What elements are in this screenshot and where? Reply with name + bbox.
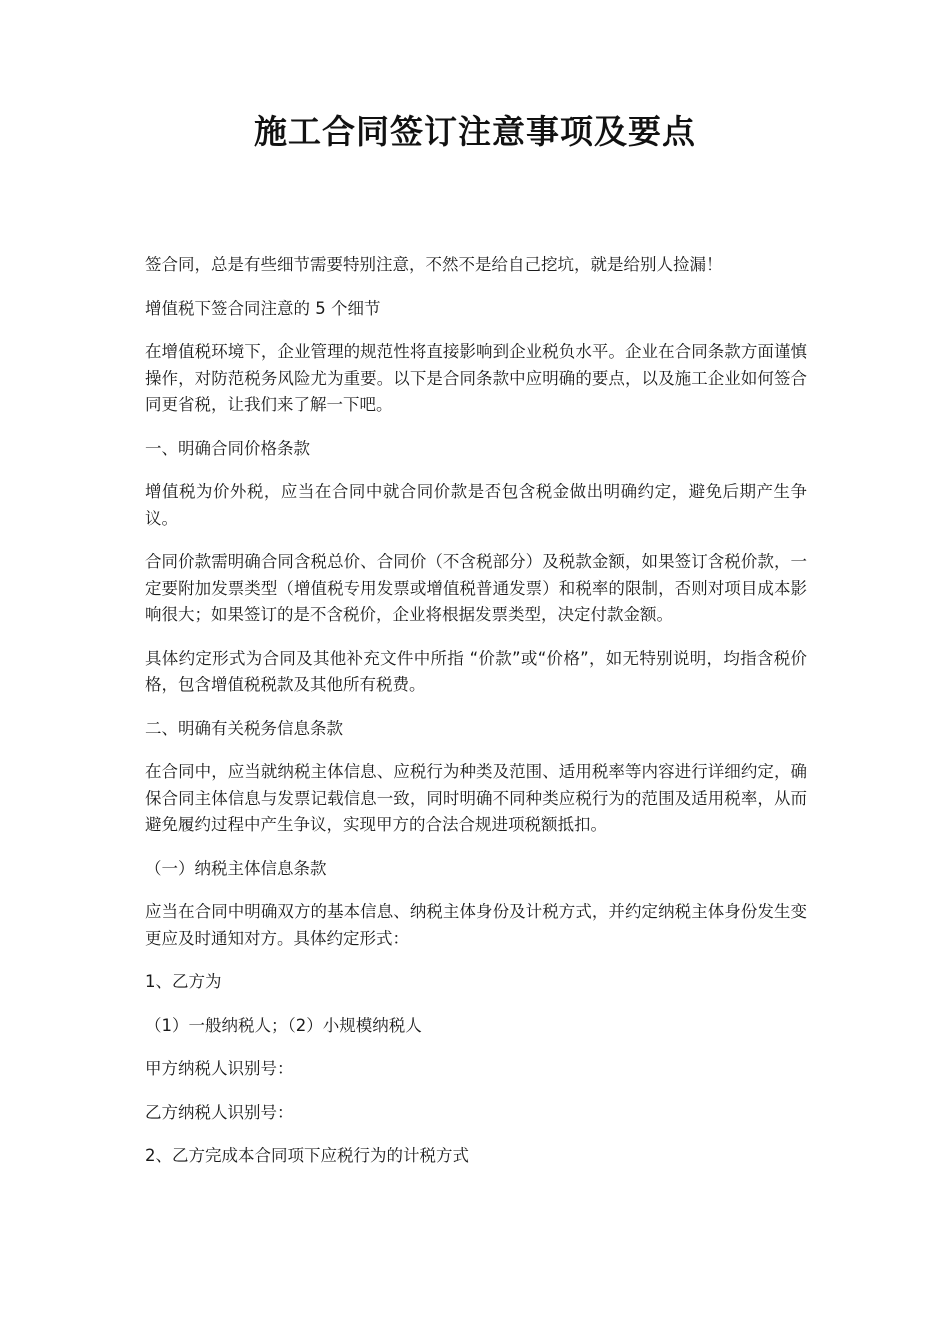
body-paragraph: 应当在合同中明确双方的基本信息、纳税主体身份及计税方式，并约定纳税主体身份发生变更应及时通知对方。具体约定形式： xyxy=(145,902,807,948)
body-paragraph: 在增值税环境下，企业管理的规范性将直接影响到企业税负水平。企业在合同条款方面谨慎操作，对防范税务风险尤为重要。以下是合同条款中应明确的要点，以及施工企业如何签合同更省税，让我们来了解一下吧。 xyxy=(145,342,807,414)
form-line: 乙方纳税人识别号： xyxy=(145,1102,294,1122)
body-paragraph: 具体约定形式为合同及其他补充文件中所指 “价款”或“价格”，如无特别说明，均指含税价格，包含增值税税款及其他所有税费。 xyxy=(145,648,807,694)
form-line: 甲方纳税人识别号： xyxy=(145,1059,294,1078)
list-item: 2、乙方完成本合同项下应税行为的计税方式 xyxy=(145,1146,469,1165)
list-item: （1）一般纳税人；（2）小规模纳税人 xyxy=(145,1015,422,1035)
body-paragraph: 在合同中，应当就纳税主体信息、应税行为种类及范围、适用税率等内容进行详细约定，确保合同主体信息与发票记载信息一致，同时明确不同种类应税行为的范围及适用税率，从而避免履约过程中产生争议，实现甲方的合法合规进项税额抵扣。 xyxy=(145,762,807,834)
document-body xyxy=(145,252,807,1187)
section-heading: 二、明确有关税务信息条款 xyxy=(145,718,343,738)
body-paragraph: 合同价款需明确合同含税总价、合同价（不含税部分）及税款金额，如果签订含税价款，一定要附加发票类型（增值税专用发票或增值税普通发票）和税率的限制，否则对项目成本影响很大；如果签订的是不含税价，企业将根据发票类型，决定付款金额。 xyxy=(145,552,807,624)
document-title: 施工合同签订注意事项及要点 xyxy=(254,112,696,151)
intro-paragraph: 签合同，总是有些细节需要特别注意，不然不是给自己挖坑，就是给别人捡漏！ xyxy=(145,255,723,274)
section-heading: 一、明确合同价格条款 xyxy=(145,438,310,458)
body-paragraph: 增值税为价外税，应当在合同中就合同价款是否包含税金做出明确约定，避免后期产生争议。 xyxy=(145,482,807,528)
subtitle-paragraph: 增值税下签合同注意的 5 个细节 xyxy=(145,298,381,318)
list-item: 1、乙方为 xyxy=(145,972,222,991)
subsection-heading: （一）纳税主体信息条款 xyxy=(145,858,327,878)
